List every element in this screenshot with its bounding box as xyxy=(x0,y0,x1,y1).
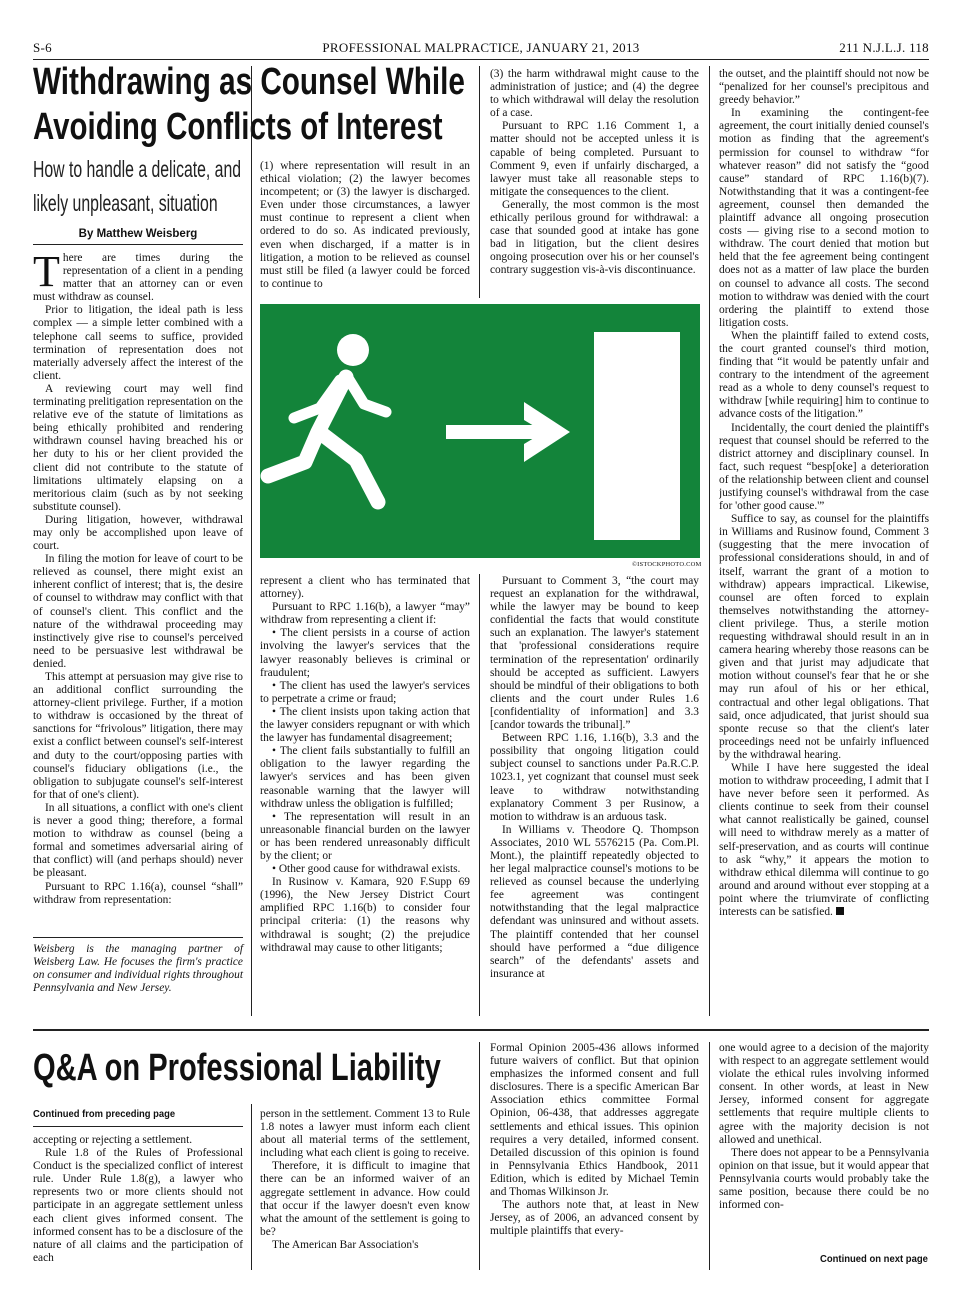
article-divider xyxy=(33,1029,929,1031)
drop-cap: T xyxy=(33,252,60,296)
paragraph: In Williams v. Theodore Q. Thompson Associates, 2010 WL 5576215 (Pa. Com.Pl. Mont.), the plaintiff repeatedly objected to her legal malpractice counsel's motions to be relieved as counsel because the underlying fee agreement was contingent notwithstanding that the legal malpractice defendant was uninsured and without assets. The plaintiff contended that her counsel should have performed a “due diligence search” of the defendants' assets and insurance at xyxy=(490,823,699,980)
running-header xyxy=(33,40,929,56)
paragraph: In filing the motion for leave of court to be relieved as counsel, there might exist an inherent conflict of interest; that is, the desire of counsel to withdraw may conflict with that of counsel's client. This conflict and the nature of the withdrawal proceeding may instinctively give rise to counsel's perceived need to be persuasive lest withdrawal be denied. xyxy=(33,553,243,670)
paragraph: Pursuant to RPC 1.16(a), counsel “shall” withdraw from representation: xyxy=(33,880,243,906)
qa-title: Q&A on Professional Liability xyxy=(33,1047,441,1089)
column-divider xyxy=(479,574,480,1016)
paragraph: Generally, the most common is the most ethically perilous ground for withdrawal: a case that sounded good at intake has gone bad in litigation, but the client desires ongoing prosecution over his or her counsel's contrary suggestion vis-à-vis discontinuance. xyxy=(490,198,699,277)
paragraph: Therefore, it is difficult to imagine that there can be an informed waiver of an aggregate settlement in advance. How could that occur if the lawyer doesn't even know what the amount of the settlement is going to be? xyxy=(260,1160,470,1238)
article-column-3-bottom xyxy=(490,575,699,1015)
publication-line: PROFESSIONAL MALPRACTICE, JANUARY 21, 2013 xyxy=(322,40,640,55)
paragraph: Formal Opinion 2005-436 allows informed future waivers of conflict. But that opinion emphasizes the informed consent and full disclosures. There is a specific American Bar Association ethics committee Formal Opinion, 06-438, that addresses aggregate settlements and ethical issues. This opinion requires a very detailed, informed consent. Detailed discussion of this opinion is found in Pennsylvania Ethics Handbook, 2011 Edition, which is edited by Michael Temin and Thomas Wilkinson Jr. xyxy=(490,1042,699,1199)
paragraph: Pursuant to Comment 3, “the court may request an explanation for the withdrawal, while the lawyer may be bound to keep confidential the facts that would constitute such an explanation. The lawyer's statement that 'professional considerations require termination of the representation' ordinarily should be accepted as sufficient. Lawyers should be mindful of their obligations to both clients and the court under Rules 1.6 [confidentiality of information] and 3.3 [candor towards the tribunal].” xyxy=(490,575,699,732)
column-divider xyxy=(251,1104,252,1270)
paragraph: Incidentally, the court denied the plaintiff's request that counsel should be referred to the district attorney and disciplinary counsel. In fact, such request “besp[oke] a deterioration of the relationship between client and counsel justifying counsel's withdrawal from the case for 'other good cause.'” xyxy=(719,421,929,513)
article-column-1 xyxy=(33,252,243,932)
paragraph: There does not appear to be a Pennsylvania opinion on that issue, but it would appear that Pennsylvania courts would probably take the same position, because there could be no informed con- xyxy=(719,1146,929,1212)
paragraph: The authors note that, at least in New Jersey, as of 2006, an advanced consent by multiple plaintiffs that every- xyxy=(490,1199,699,1238)
column-divider xyxy=(479,1042,480,1270)
qa-column-1 xyxy=(33,1134,243,1270)
qa-column-2 xyxy=(260,1108,470,1270)
page-number: S-6 xyxy=(33,40,52,55)
column-divider xyxy=(251,66,252,1016)
paragraph: In examining the contingent-fee agreement, the court initially denied counsel's motion as finding that the agreement's permission for counsel to withdraw “for whatever reason” did not satisfy the “good cause” standard of RPC 1.16(b)(7). Notwithstanding that it was a contingent-fee agreement, counsel then demanded the plaintiff advance all ongoing prosecution costs — giving rise to a second motion to withdraw. The court denied that motion but held that the fee agreement being contingent does not as a matter of law place the burden on counsel to advance all costs. The second motion to withdraw was denied with the court ordering the plaintiff to extend those litigation costs. xyxy=(719,107,929,329)
bio-rule xyxy=(33,937,243,938)
paragraph: When the plaintiff failed to extend costs, the court granted counsel's third motion, finding that “it would be patently unfair and contrary to the intendment of the agreement read as a whole to deny counsel's request to withdraw [while requiring] him to continue to advance costs of the litigation.” xyxy=(719,329,929,421)
paragraph: While I have here suggested the ideal motion to withdraw proceeding, I admit that I have never before seen it performed. As clients continue to seek from their counsel what cannot realistically be gained, counsel will need to withdraw merely as a matter of self-preservation, and as courts will continue to ask “why,” it appears the motion to withdraw ethical dilemma will continue to go around and around without ever stopping at a point where the triumvirate of conflicting interests can be satisfied. xyxy=(719,761,929,918)
exit-sign-image xyxy=(260,304,700,558)
paragraph: Between RPC 1.16, 1.16(b), 3.3 and the possibility that ongoing litigation could subject counsel to sanctions under Pa.R.C.P. 1023.1, yet cognizant that counsel must seek leave to withdraw notwithstanding explanatory Comment 3 per Rusinow, a motion to withdraw is an arduous task. xyxy=(490,732,699,823)
article-deck-line2: likely unpleasant, situation xyxy=(33,190,218,216)
qa-column-4 xyxy=(719,1042,929,1240)
paragraph: accepting or rejecting a settlement. xyxy=(33,1134,193,1146)
article-column-3-top xyxy=(490,68,699,296)
article-column-4 xyxy=(719,68,929,1016)
paragraph: Pursuant to RPC 1.16(b), a lawyer “may” withdraw from representing a client if: xyxy=(260,601,470,627)
list-item: • Other good cause for withdrawal exists. xyxy=(272,863,461,876)
article-title-line1: Withdrawing as Counsel While xyxy=(33,61,465,103)
paragraph: (3) the harm withdrawal might cause to the administration of justice; and (4) the degree to which withdrawal will delay the resolution of a case. xyxy=(490,68,699,120)
paragraph: represent a client who has terminated that attorney). xyxy=(260,575,470,601)
paragraph: Rule 1.8 of the Rules of Professional Conduct is the specialized conflict of interest rule. Under Rule 1.8(g), a lawyer who represents two or more clients should not participate in an aggregate settlement unless each client gives informed consent. The informed consent has to be a disclosure of the nature of all claims and the participation of each xyxy=(33,1147,243,1264)
paragraph: A reviewing court may well find terminating prelitigation representation on the relative eve of the statute of limitations as being ethically prohibited and rendering withdrawn counsel having breached his or her duty to his or her client provided the client did not contribute to the statute of limitations ultimately elapsing on a meritorious claim (such as by not seeking substitute counsel). xyxy=(33,382,243,513)
paragraph: During litigation, however, withdrawal may only be accomplished upon leave of court. xyxy=(33,513,243,553)
paragraph: one would agree to a decision of the majority with respect to an aggregate settlement would violate the ethical rules involving informed consent. In other words, at least in New Jersey, informed consent for aggregate settlements that require multiple clients to agree with the majority decision is not allowed and unethical. xyxy=(719,1042,929,1146)
paragraph: In Rusinow v. Kamara, 920 F.Supp 69 (1996), the New Jersey District Court amplified RPC 1.16(b) to consider four principal criteria: (1) the reasons why withdrawal is sought; (2) the prejudice withdrawal may cause to other litigants; xyxy=(260,876,470,954)
list-item: • The client persists in a course of action involving the lawyer's services that the lawyer reasonably believes is criminal or fraudulent; xyxy=(260,627,470,679)
paragraph: In all situations, a conflict with one's client is never a good thing; therefore, a formal motion to withdraw as counsel (being a formal and sometimes adversarial airing of that conflict) will (and perhaps should) never be pleasant. xyxy=(33,801,243,880)
paragraph: Pursuant to RPC 1.16 Comment 1, a matter should not be accepted unless it is capable of being completed. Pursuant to Comment 9, even if unfairly discharged, a lawyer must take all reasonable steps to mitigate the consequences to the client. xyxy=(490,120,699,198)
list-item: • The client insists upon taking action that the lawyer considers repugnant or with which the lawyer has fundamental disagreement; xyxy=(260,705,470,745)
qa-column-3 xyxy=(490,1042,699,1270)
photo-credit: ©ISTOCKPHOTO.COM xyxy=(632,561,702,568)
article-column-2-top xyxy=(260,160,470,296)
exit-door-icon xyxy=(594,332,680,540)
list-item: • The client fails substantially to fulfill an obligation to the lawyer regarding the lawyer's services and has been given reasonable warning that the lawyer will withdraw unless the obligation is fulfilled; xyxy=(260,745,470,810)
qa-rule xyxy=(33,1126,243,1127)
byline: By Matthew Weisberg xyxy=(78,228,198,240)
end-mark xyxy=(836,907,844,915)
column-divider xyxy=(479,66,480,298)
continued-from-label: Continued from preceding page xyxy=(33,1109,176,1120)
paragraph: This attempt at persuasion may give rise to an additional conflict surrounding the attorney-client privilege. Further, if a motion to withdraw is occasioned by the threat of sanctions for “frivolous” litigation, there may exist a conflict between counsel's self-interest and duty to the court/opposing parties with counsel's fiduciary obligations (i.e., the obligation to subjugate counsel's self-interest for that of one's client). xyxy=(33,671,243,801)
paragraph: the outset, and the plaintiff should not now be “penalized for her counsel's precipitous and greedy behavior.” xyxy=(719,68,929,107)
list-item: • The client has used the lawyer's services to perpetrate a crime or fraud; xyxy=(260,679,470,705)
list-item: • The representation will result in an unreasonable financial burden on the lawyer or has been rendered unreasonably difficult by the client; or xyxy=(260,810,470,862)
citation: 211 N.J.L.J. 118 xyxy=(839,40,929,55)
article-deck-line1: How to handle a delicate, and xyxy=(33,156,242,182)
paragraph: (1) where representation will result in an ethical violation; (2) the lawyer becomes incompetent; or (3) the lawyer is discharged. Even under those circumstances, a lawyer must continue to represent a client when ordered to do so. As indicated previously, even when discharged, if a matter is in litigation, a motion to be relieved as counsel must still be filed (a lawyer could be forced to continue to xyxy=(260,160,470,290)
paragraph: The American Bar Association's xyxy=(272,1238,419,1251)
paragraph: Suffice to say, as counsel for the plaintiffs in Williams and Rusinow found, Comment 3 (suggesting that the mere invocation of professional considerations should, in and of itself, warrant the grant of a motion to withdraw) appears impractical. Likewise, counsel are often forced to explain themselves notwithstanding the attorney-client privilege. Thus, a sterile motion requesting withdrawal should result in an in camera hearing whereby those reasons can be given and that jurist may adjudicate that motion without counsel's fear that he or she may run afoul of his or her ethical, contractual and other legal obligations. That said, once adjudicated, that jurist should sua sponte recuse so that the client's later proceedings need not be unfairly influenced by the withdrawal hearing. xyxy=(719,513,929,761)
byline-rule xyxy=(33,244,243,245)
column-divider xyxy=(709,66,710,1016)
header-rule xyxy=(33,59,929,60)
paragraph: Prior to litigation, the ideal path is less complex — a simple letter combined with a telephone call seems to suffice, provided termination of representation does not materially adversely affect the interest of the client. xyxy=(33,304,243,382)
article-column-2-bottom xyxy=(260,575,470,1015)
article-title-line2: Avoiding Conflicts of Interest xyxy=(33,106,443,148)
author-bio: Weisberg is the managing partner of Weisberg Law. He focuses the firm's practice on consumer and individual rights throughout Pennsylvania and New Jersey. xyxy=(33,943,243,995)
paragraph: here are times during the representation of a client in a pending matter that an attorney can or even must withdraw as counsel. xyxy=(33,252,243,304)
continued-next-label: Continued on next page xyxy=(820,1254,928,1265)
paragraph: person in the settlement. Comment 13 to Rule 1.8 notes a lawyer must inform each client about all material terms of the settlement, including what each client is going to receive. xyxy=(260,1108,470,1160)
column-divider xyxy=(709,1042,710,1270)
